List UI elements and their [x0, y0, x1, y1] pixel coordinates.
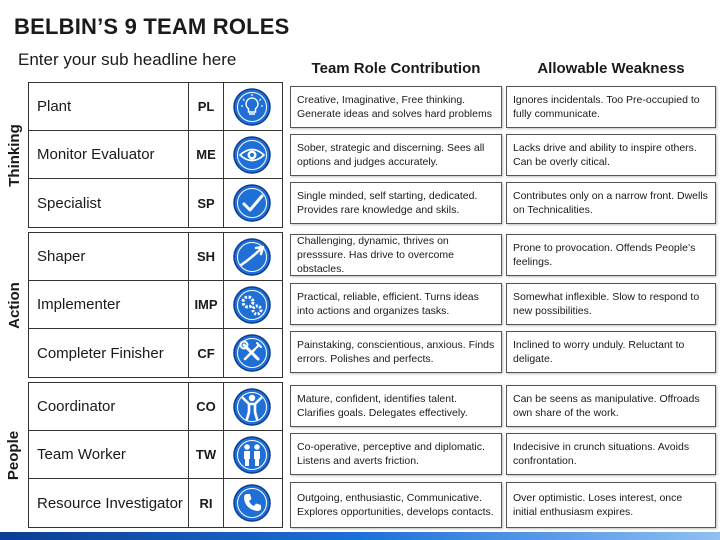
- role-table-action: [28, 232, 283, 378]
- page-title: BELBIN’S 9 TEAM ROLES: [14, 14, 290, 39]
- role-row-specialist: [29, 179, 282, 227]
- role-code: CO: [189, 383, 224, 430]
- role-name: Plant: [29, 83, 189, 130]
- sub-headline: Enter your sub headline here: [18, 50, 237, 69]
- contribution-box: Mature, confident, identifies talent. Clarifies goals. Delegates effectively.: [290, 385, 502, 427]
- role-code: SP: [189, 179, 224, 227]
- role-name: Resource Investigator: [29, 479, 189, 527]
- contribution-box: Creative, Imaginative, Free thinking. Generate ideas and solves hard problems: [290, 86, 502, 128]
- person-icon: [232, 387, 272, 427]
- tools-icon: [232, 333, 272, 373]
- contribution-box: Outgoing, enthusiastic, Communicative. Explores opportunities, develops contacts.: [290, 482, 502, 528]
- role-code: PL: [189, 83, 224, 130]
- role-row-completer-finisher: [29, 329, 282, 377]
- role-row-shaper: [29, 233, 282, 281]
- contribution-box: Painstaking, conscientious, anxious. Finds errors. Polishes and perfects.: [290, 331, 502, 373]
- weakness-box: Can be seens as manipulative. Offroads own share of the work.: [506, 385, 716, 427]
- group-label-action: Action: [5, 281, 23, 329]
- role-name: Implementer: [29, 281, 189, 328]
- role-code: ME: [189, 131, 224, 178]
- weakness-column-header: Allowable Weakness: [537, 60, 685, 77]
- arrow-icon: [232, 237, 272, 277]
- weakness-box: Prone to provocation. Offends People’s feelings.: [506, 234, 716, 276]
- contribution-box: Single minded, self starting, dedicated. Provides rare knowledge and skils.: [290, 182, 502, 224]
- role-table-people: [28, 382, 283, 528]
- role-row-coordinator: [29, 383, 282, 431]
- role-name: Team Worker: [29, 431, 189, 478]
- group-label-thinking: Thinking: [5, 123, 23, 187]
- weakness-box: Over optimistic. Loses interest, once initial enthusiasm expires.: [506, 482, 716, 528]
- footer-gradient-bar: [0, 532, 720, 540]
- role-row-implementer: [29, 281, 282, 329]
- weakness-box: Inclined to worry unduly. Reluctant to deligate.: [506, 331, 716, 373]
- gears-icon: [232, 285, 272, 325]
- contribution-box: Co-operative, perceptive and diplomatic. Listens and averts friction.: [290, 433, 502, 475]
- team-icon: [232, 435, 272, 475]
- role-row-plant: [29, 83, 282, 131]
- phone-icon: [232, 483, 272, 523]
- role-name: Coordinator: [29, 383, 189, 430]
- role-table-thinking: [28, 82, 283, 228]
- role-code: RI: [189, 479, 224, 527]
- contribution-box: Sober, strategic and discerning. Sees all options and judges accurately.: [290, 134, 502, 176]
- weakness-box: Lacks drive and ability to inspire others. Can be overly citical.: [506, 134, 716, 176]
- role-code: IMP: [189, 281, 224, 328]
- role-row-resource-investigator: [29, 479, 282, 527]
- role-name: Shaper: [29, 233, 189, 280]
- role-name: Monitor Evaluator: [29, 131, 189, 178]
- eye-icon: [232, 135, 272, 175]
- role-row-team-worker: [29, 431, 282, 479]
- role-code: TW: [189, 431, 224, 478]
- role-code: SH: [189, 233, 224, 280]
- role-name: Specialist: [29, 179, 189, 227]
- contribution-box: Challenging, dynamic, thrives on presssure. Has drive to overcome obstacles.: [290, 234, 502, 276]
- role-name: Completer Finisher: [29, 329, 189, 377]
- lightbulb-icon: [232, 87, 272, 127]
- weakness-box: Ignores incidentals. Too Pre-occupied to fully communicate.: [506, 86, 716, 128]
- weakness-box: Contributes only on a narrow front. Dwells on Technicalities.: [506, 182, 716, 224]
- contribution-box: Practical, reliable, efficient. Turns ideas into actions and organizes tasks.: [290, 283, 502, 325]
- weakness-box: Somewhat inflexible. Slow to respond to new possibilities.: [506, 283, 716, 325]
- role-code: CF: [189, 329, 224, 377]
- contribution-column-header: Team Role Contribution: [311, 60, 481, 77]
- role-row-monitor-evaluator: [29, 131, 282, 179]
- weakness-box: Indecisive in crunch situations. Avoids confrontation.: [506, 433, 716, 475]
- group-label-people: People: [5, 430, 23, 480]
- checkmark-icon: [232, 183, 272, 223]
